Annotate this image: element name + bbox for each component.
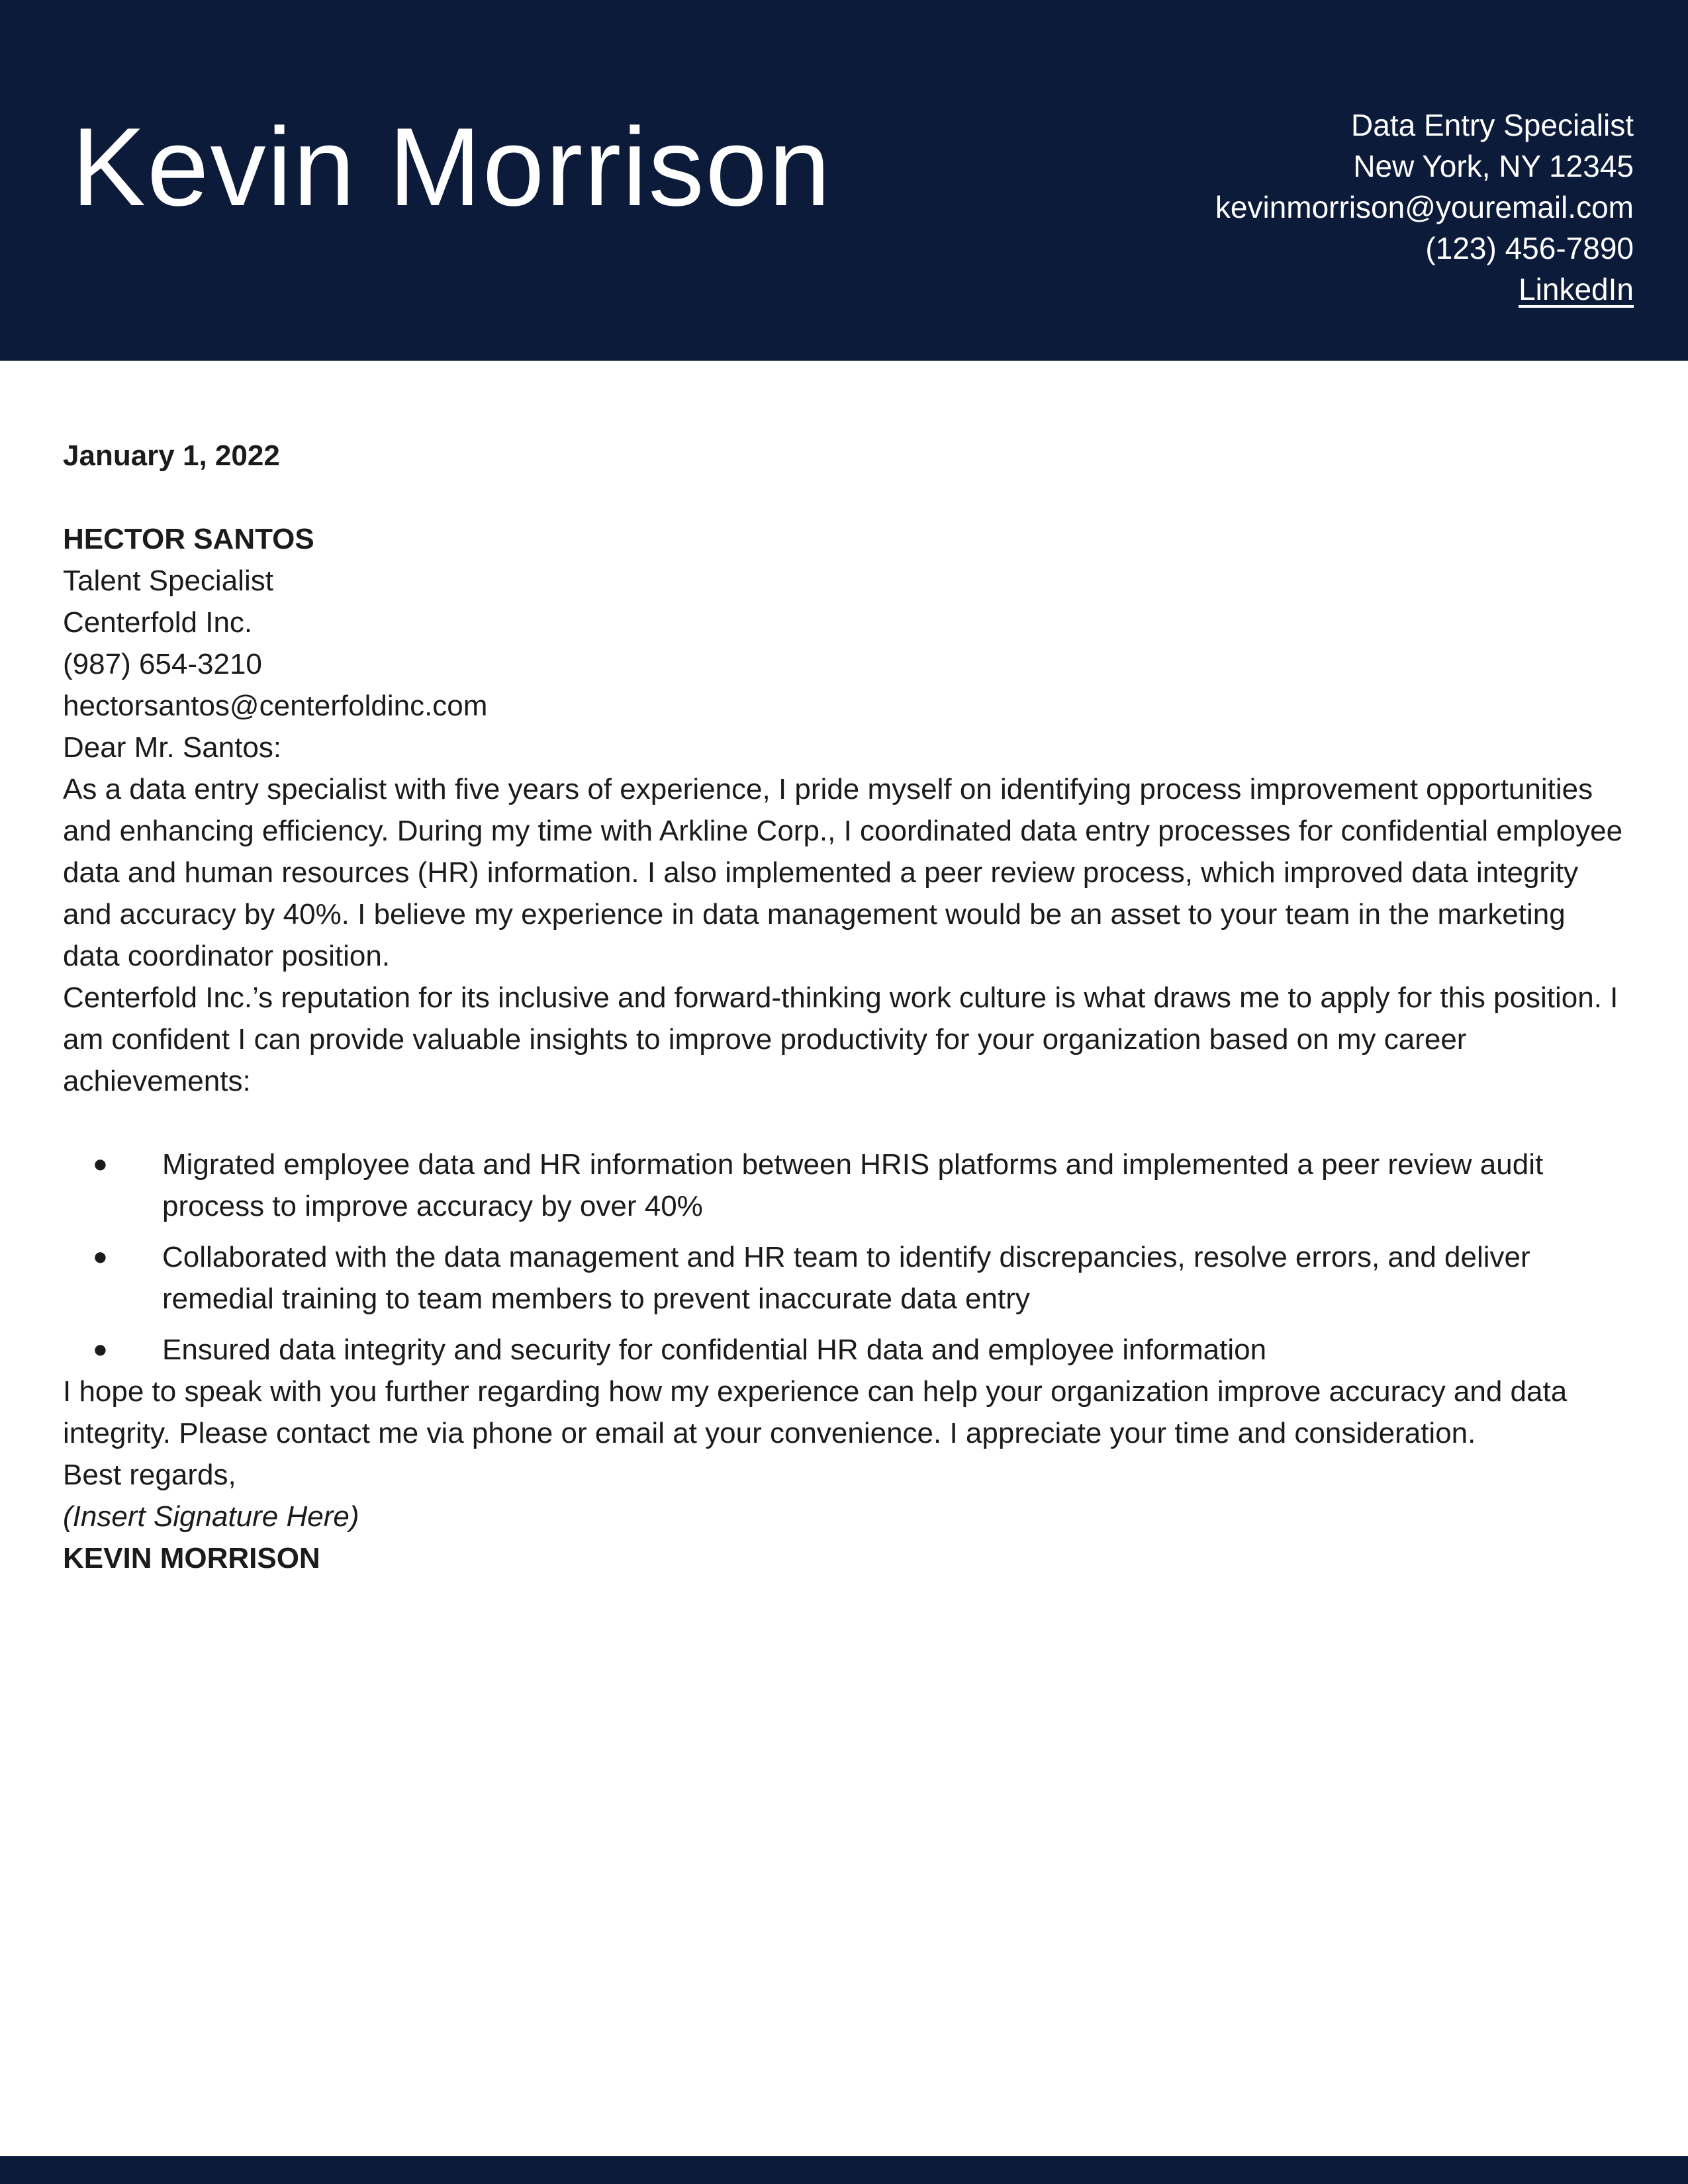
paragraph-closing: I hope to speak with you further regarding how my experience can help your organization improve accuracy and data integrity. Please contact me via phone or email at your convenience. I appreciate your time and consideration. [63, 1375, 1568, 1449]
letter-date: January 1, 2022 [63, 439, 280, 472]
letter-body [0, 361, 1688, 1579]
bullet-icon: ● [93, 1150, 108, 1178]
paragraph-second: Centerfold Inc.’s reputation for its inclusive and forward-thinking work culture is what draws me to apply for this position. I am confident I can provide valuable insights to improve productivity for your organization based on my career achievements: [63, 981, 1618, 1097]
bullet-icon: ● [93, 1336, 108, 1363]
contact-phone: (123) 456-7890 [1425, 230, 1634, 265]
candidate-name: Kevin Morrison [71, 105, 832, 229]
contact-location: New York, NY 12345 [1353, 148, 1634, 183]
header-band [0, 0, 1688, 361]
salutation: Dear Mr. Santos: [63, 731, 282, 764]
achievement-list [63, 1144, 1625, 1371]
list-item-text: Collaborated with the data management and HR team to identify discrepancies, resolve errors, and deliver remedial training to team members to prevent inaccurate data entry [162, 1241, 1530, 1315]
recipient-company: Centerfold Inc. [63, 606, 253, 639]
contact-email: kevinmorrison@youremail.com [1215, 189, 1634, 224]
list-item-text: Migrated employee data and HR information between HRIS platforms and implemented a peer review audit process to improve accuracy by over 40% [162, 1148, 1544, 1222]
list-item [63, 1329, 1625, 1371]
list-item-text: Ensured data integrity and security for confidential HR data and employee information [162, 1334, 1267, 1366]
recipient-block [63, 518, 1625, 727]
list-item [63, 1144, 1625, 1227]
linkedin-link[interactable]: LinkedIn [1519, 271, 1634, 306]
recipient-email: hectorsantos@centerfoldinc.com [63, 690, 488, 722]
recipient-title: Talent Specialist [63, 565, 273, 597]
list-item [63, 1236, 1625, 1320]
signature-placeholder: (Insert Signature Here) [63, 1500, 359, 1533]
signature-name: KEVIN MORRISON [63, 1542, 320, 1574]
contact-block [1215, 105, 1634, 310]
paragraph-intro: As a data entry specialist with five years of experience, I pride myself on identifying process improvement opportunities and enhancing efficiency. During my time with Arkline Corp., I coordinated data entry processes for confidential employee data and human resources (HR) information. I also implemented a peer review process, which improved data integrity and accuracy by 40%. I believe my experience in data management would be an asset to your team in the marketing data coordinator position. [63, 773, 1623, 972]
footer-band [0, 2156, 1688, 2184]
signoff: Best regards, [63, 1459, 236, 1491]
bullet-icon: ● [93, 1243, 108, 1271]
recipient-phone: (987) 654-3210 [63, 648, 262, 680]
recipient-name: HECTOR SANTOS [63, 523, 314, 555]
contact-job-title: Data Entry Specialist [1351, 107, 1634, 142]
